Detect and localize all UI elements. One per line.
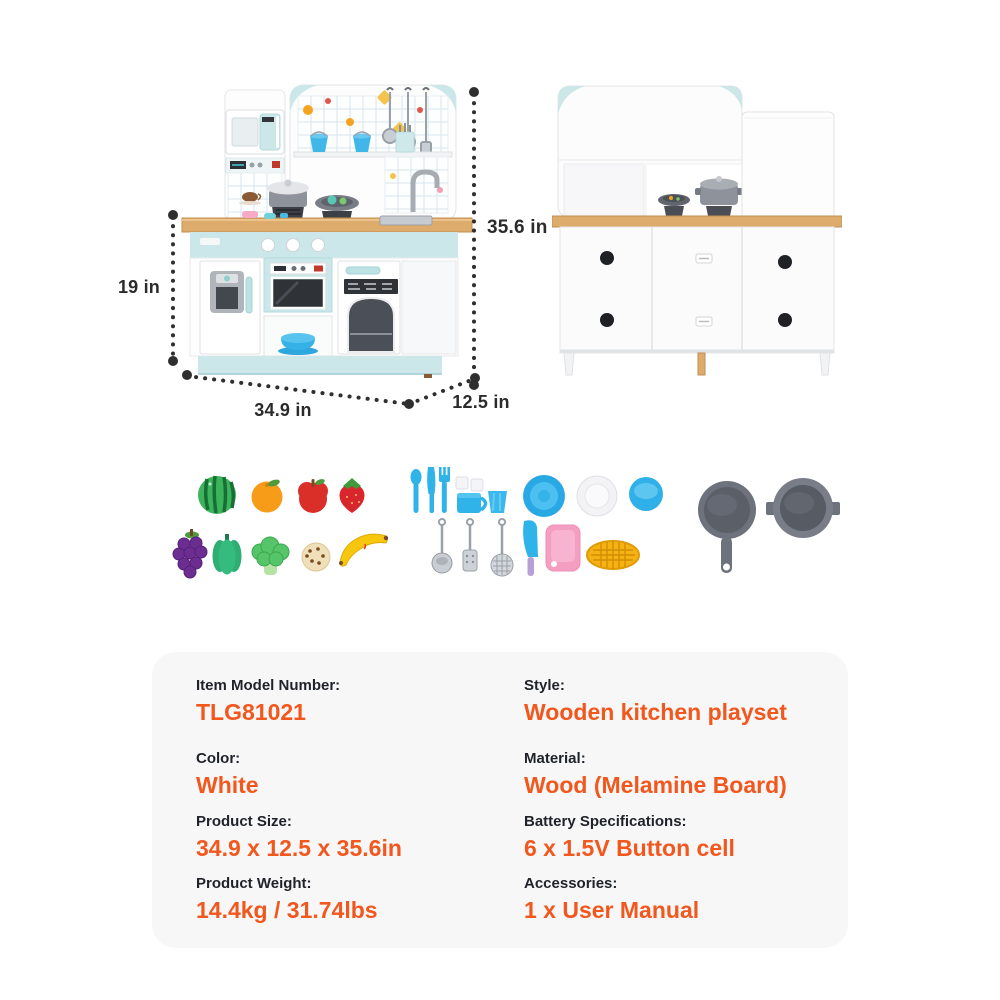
back-hutch	[558, 86, 743, 218]
spec-row	[196, 676, 496, 727]
spec-row	[196, 874, 496, 925]
toy-knife-icon	[523, 520, 538, 576]
green-pepper-icon	[213, 534, 242, 575]
spec-value: 1 x User Manual	[524, 897, 700, 923]
back-feet	[564, 353, 830, 375]
skimmer-icon	[491, 519, 513, 576]
spec-row	[524, 676, 834, 727]
spec-label: Product Size:	[196, 813, 292, 830]
toy-spoon-icon	[411, 469, 422, 513]
toy-fork-icon	[439, 467, 450, 513]
spec-column-right	[524, 652, 834, 948]
kitchen-front-view	[180, 80, 475, 395]
spec-row	[524, 874, 834, 925]
spec-panel	[152, 652, 848, 948]
cutting-board-icon	[546, 525, 580, 571]
front-hutch	[290, 85, 456, 222]
apple-icon	[298, 478, 328, 513]
orange-icon	[252, 478, 283, 512]
spec-value: Wood (Melamine Board)	[524, 772, 787, 798]
broccoli-icon	[252, 537, 289, 575]
dimension-width: 34.9 in	[254, 400, 312, 420]
lower-cabinets	[190, 258, 458, 356]
toy-butter-knife-icon	[427, 467, 435, 513]
frying-pan-icon	[698, 481, 756, 573]
cup-icon	[488, 491, 507, 513]
ladle-icon	[432, 519, 452, 573]
accessories-photo	[160, 455, 860, 605]
open-shelf	[264, 316, 332, 356]
cookie-icon	[302, 543, 330, 571]
sugar-cubes-icon	[456, 477, 483, 491]
spec-value: 6 x 1.5V Button cell	[524, 835, 735, 861]
mug-icon	[457, 493, 486, 513]
white-plate-icon	[577, 476, 617, 516]
dimension-front-height: 19 in	[117, 277, 160, 297]
spec-row	[524, 812, 834, 863]
oven	[264, 258, 332, 312]
knob-band	[190, 232, 458, 258]
spec-label: Battery Specifications:	[524, 813, 687, 830]
strawberry-icon	[340, 478, 365, 513]
kitchen-back-view	[552, 84, 842, 378]
spec-label: Product Weight:	[196, 875, 312, 892]
slotted-spatula-icon	[463, 519, 477, 571]
spec-row	[196, 812, 496, 863]
watermelon-icon	[198, 476, 236, 514]
grapes-icon	[173, 529, 207, 578]
spec-label: Style:	[524, 677, 565, 694]
cooking-pot-icon	[766, 478, 840, 538]
spec-value: White	[196, 772, 259, 798]
spec-label: Item Model Number:	[196, 677, 341, 694]
spec-label: Color:	[196, 750, 241, 767]
banana-icon	[339, 534, 388, 566]
dimension-depth: 12.5 in	[452, 392, 510, 412]
spec-row	[524, 749, 834, 800]
blue-bowl-icon	[629, 477, 663, 511]
spec-row	[196, 749, 496, 800]
back-lower-panels	[560, 227, 834, 353]
fridge-door	[200, 261, 260, 354]
spec-label: Material:	[524, 750, 586, 767]
kick-plate	[198, 356, 442, 378]
spec-label: Accessories:	[524, 875, 618, 892]
dimension-total-height: 35.6 in	[487, 217, 548, 238]
spec-value: 34.9 x 12.5 x 35.6in	[196, 835, 402, 861]
blue-plate-icon	[523, 475, 565, 517]
spec-column-left	[196, 652, 496, 948]
back-counter	[552, 216, 842, 227]
spec-value: 14.4kg / 31.74lbs	[196, 897, 378, 923]
spec-value: Wooden kitchen playset	[524, 699, 787, 725]
corn-slice-icon	[587, 541, 639, 569]
right-door	[338, 261, 400, 354]
spec-value: TLG81021	[196, 699, 306, 725]
